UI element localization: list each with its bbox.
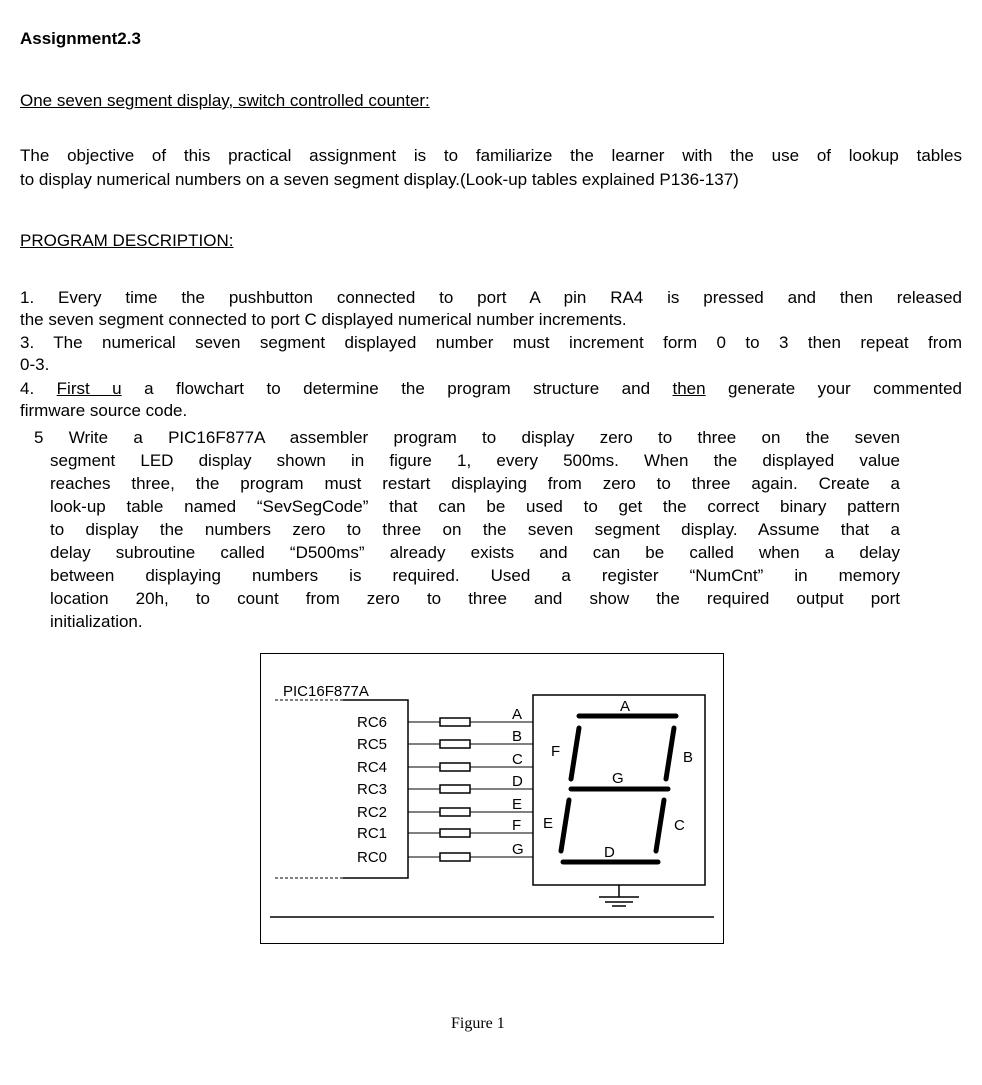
segment-c xyxy=(656,800,664,851)
ground-icon xyxy=(599,885,639,906)
item5-line: between displaying numbers is required. Used a register “NumCnt” in memory xyxy=(50,566,900,585)
item4-mid: a flowchart to determine the program structure and xyxy=(121,379,673,398)
line-label: C xyxy=(512,751,523,768)
item5-line: location 20h, to count from zero to three and show the required output port xyxy=(50,589,900,608)
item5-line: to display the numbers zero to three on the seven segment display. Assume that a xyxy=(50,520,900,539)
segment-label-c: C xyxy=(674,817,685,834)
assignment-subtitle: One seven segment display, switch controlled counter: xyxy=(20,91,430,110)
item4-line-2: firmware source code. xyxy=(20,401,188,420)
line-label: B xyxy=(512,728,523,745)
pin-row xyxy=(357,706,533,731)
line-label: E xyxy=(512,796,523,813)
item5-line: delay subroutine called “D500ms” already exists and can be called when a delay xyxy=(50,543,900,562)
resistor-icon xyxy=(440,763,470,771)
item5-line: 5 Write a PIC16F877A assembler program to display zero to three on the seven xyxy=(34,428,900,447)
item4-post: generate your commented xyxy=(705,379,962,398)
pin-label: RC3 xyxy=(357,781,388,798)
item3-line-2: 0-3. xyxy=(20,355,50,374)
segment-f xyxy=(571,728,579,779)
item1-line-2: the seven segment connected to port C displayed numerical number increments. xyxy=(20,310,627,329)
pin-row xyxy=(357,841,533,866)
resistor-icon xyxy=(440,808,470,816)
line-label: F xyxy=(512,817,522,834)
item5-line: segment LED display shown in figure 1, every 500ms. When the displayed value xyxy=(50,451,900,470)
segment-b xyxy=(666,728,674,779)
resistor-icon xyxy=(440,785,470,793)
pin-label: RC2 xyxy=(357,804,388,821)
item4-prefix: 4. xyxy=(20,379,57,398)
item1-line-1: 1. Every time the pushbutton connected to port A pin RA4 is pressed and then released xyxy=(20,288,962,307)
objective-line-2: to display numerical numbers on a seven segment display.(Look-up tables explained P136-137) xyxy=(20,170,739,189)
resistor-icon xyxy=(440,718,470,726)
segment-label-g: G xyxy=(612,770,624,787)
pin-label: RC4 xyxy=(357,759,388,776)
objective-line-1: The objective of this practical assignment is to familiarize the learner with the use of lookup tables xyxy=(20,146,962,165)
segment-label-e: E xyxy=(543,815,554,832)
item5-line: initialization. xyxy=(50,612,143,631)
segment-label-a: A xyxy=(620,698,631,715)
line-label: D xyxy=(512,773,523,790)
resistor-icon xyxy=(440,829,470,837)
line-label: G xyxy=(512,841,524,858)
pin-row xyxy=(357,796,533,821)
pin-label: RC1 xyxy=(357,825,388,842)
program-description-heading: PROGRAM DESCRIPTION: xyxy=(20,231,234,250)
assignment-title: Assignment2.3 xyxy=(20,29,141,48)
item4-first: First u xyxy=(56,379,122,398)
item5-line: reaches three, the program must restart displaying from zero to three again. Create a xyxy=(50,474,900,493)
pin-label: RC6 xyxy=(357,714,388,731)
pin-row xyxy=(357,773,533,798)
segments xyxy=(561,716,676,862)
line-label: A xyxy=(512,706,523,723)
pin-row xyxy=(357,728,533,753)
segment-e xyxy=(561,800,569,851)
item4-then: then xyxy=(672,379,706,398)
pin-label: RC0 xyxy=(357,849,388,866)
item3-line-1: 3. The numerical seven segment displayed number must increment form 0 to 3 then repeat from xyxy=(20,333,962,352)
segment-label-b: B xyxy=(683,749,694,766)
resistor-icon xyxy=(440,853,470,861)
chip-label: PIC16F877A xyxy=(283,683,369,700)
pin-label: RC5 xyxy=(357,736,388,753)
item5-line: look-up table named “SevSegCode” that can be used to get the correct binary pattern xyxy=(50,497,900,516)
segment-label-d: D xyxy=(604,844,615,861)
pin-row xyxy=(357,751,533,776)
resistor-icon xyxy=(440,740,470,748)
segment-label-f: F xyxy=(551,743,561,760)
figure-caption: Figure 1 xyxy=(451,1015,505,1032)
